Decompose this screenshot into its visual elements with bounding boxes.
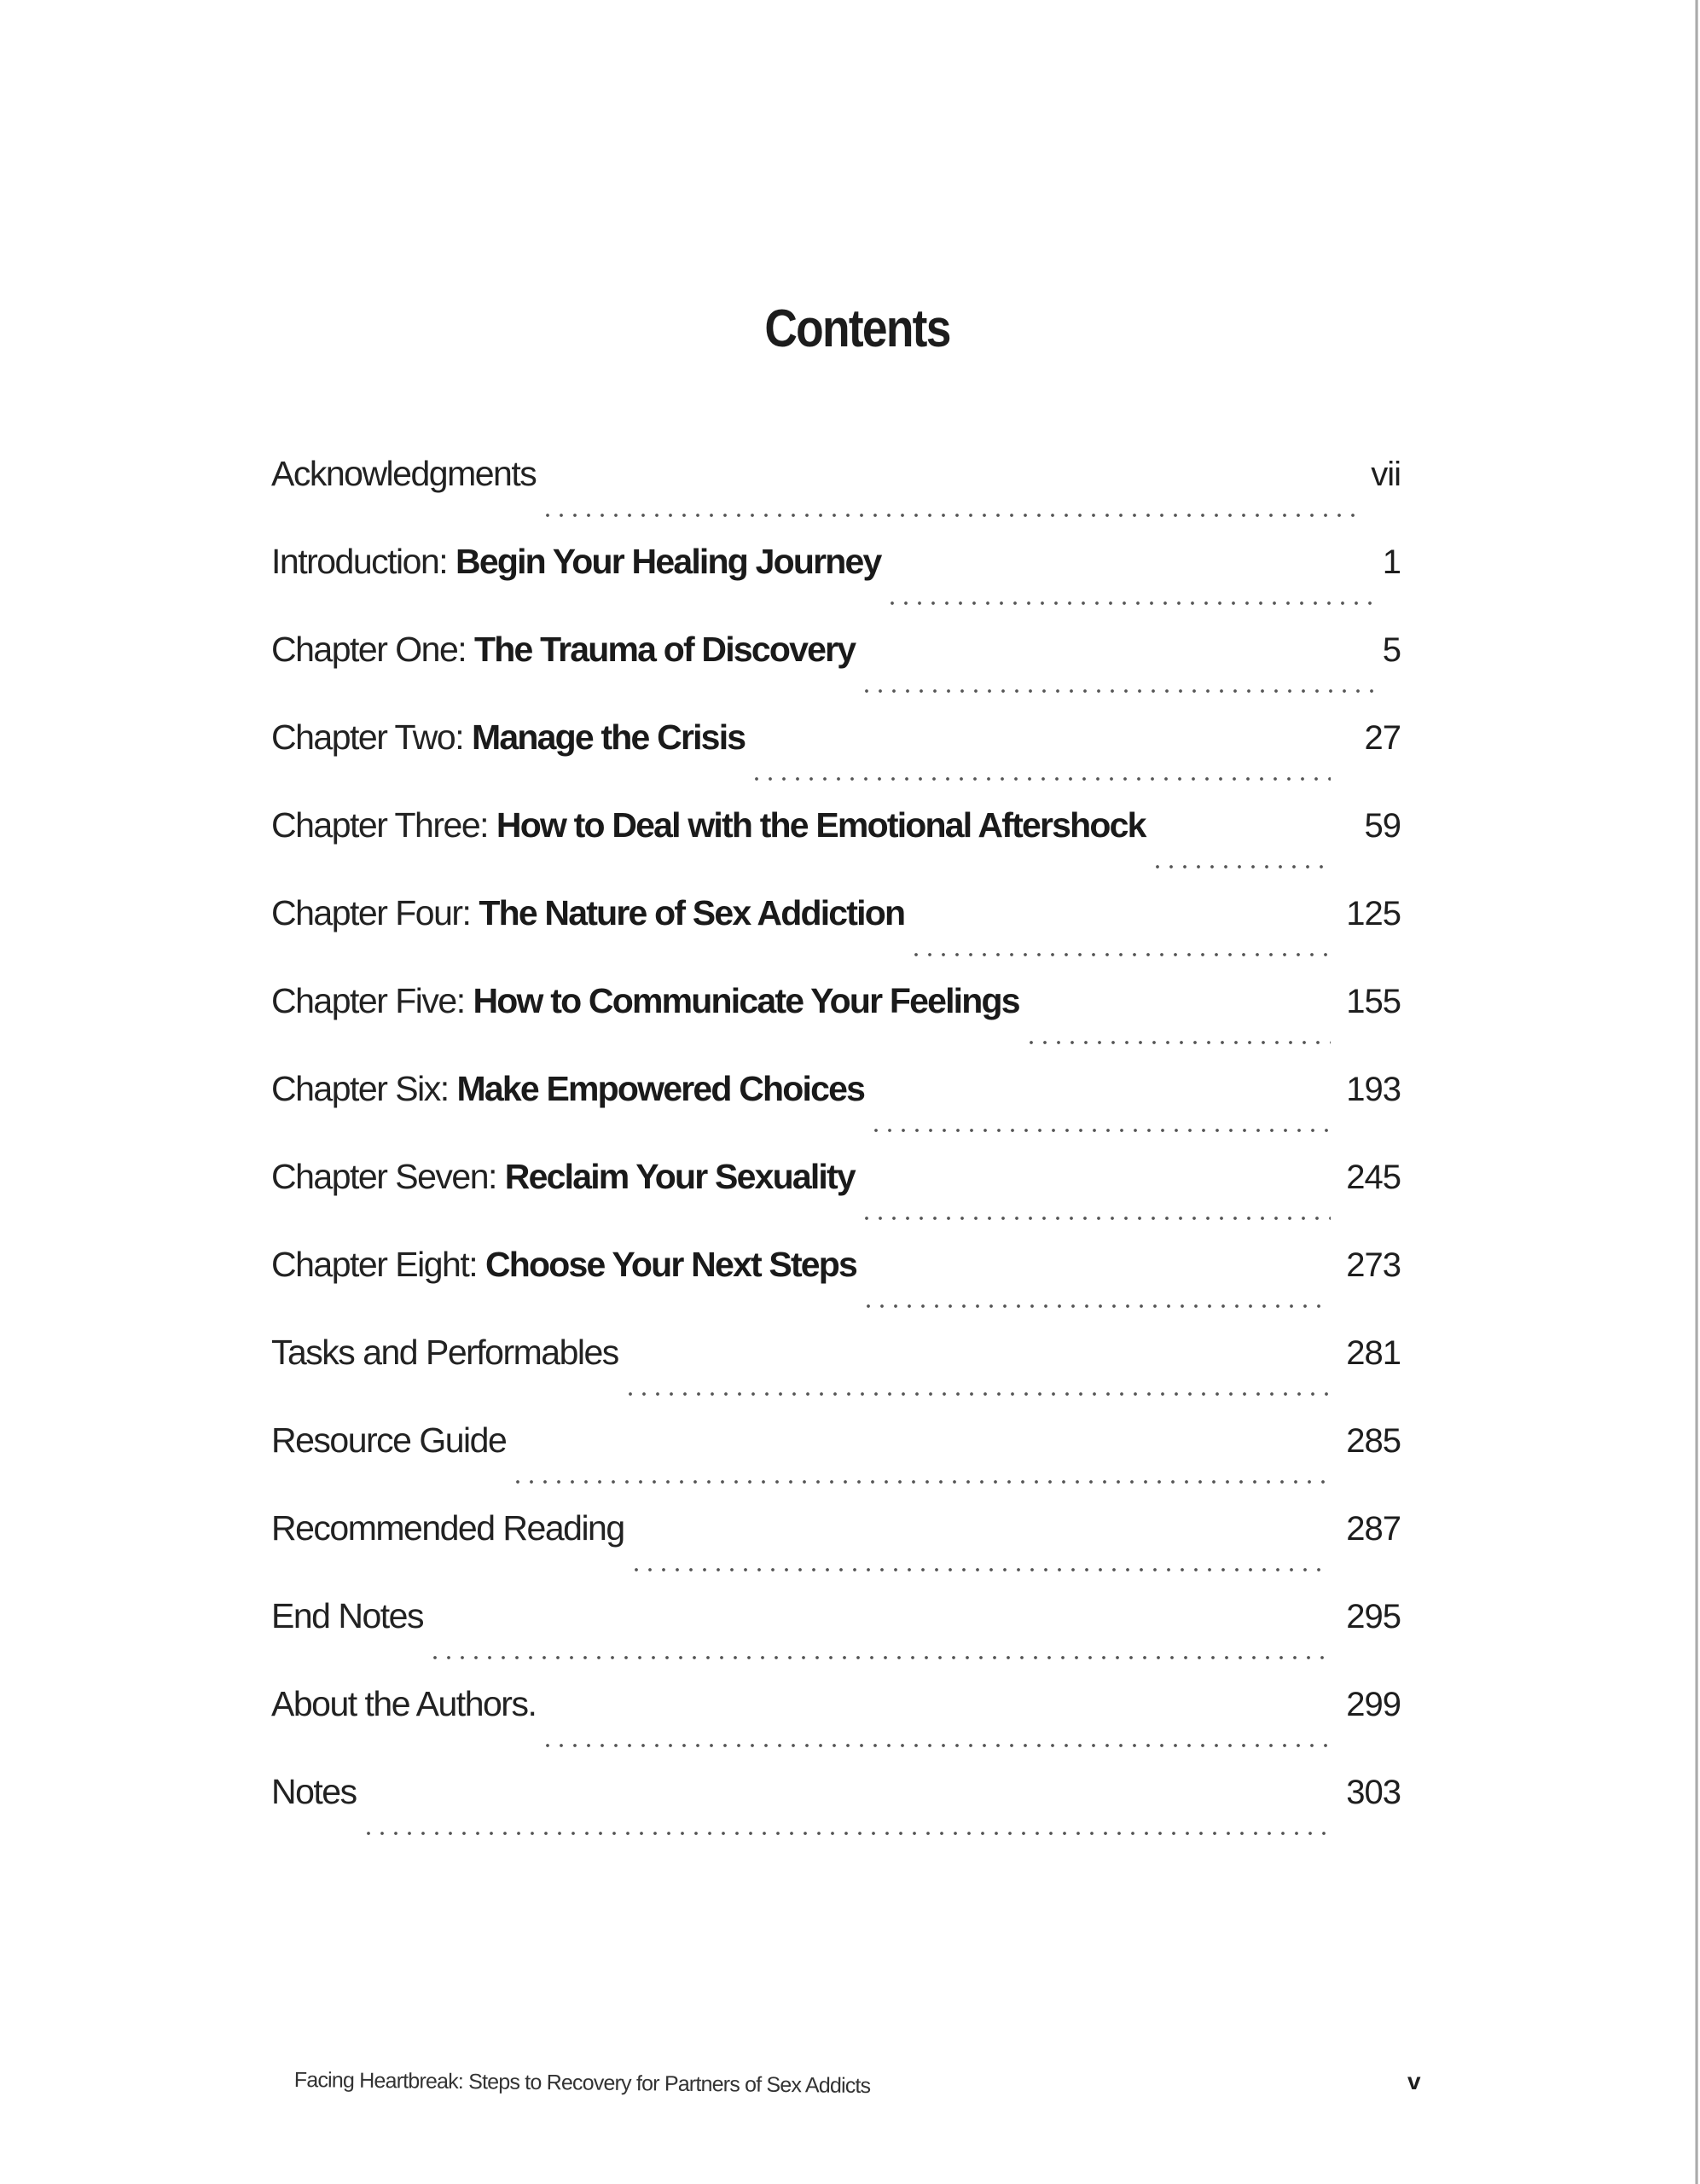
- dot-leader: [909, 950, 1331, 959]
- toc-entry-label: [271, 1508, 624, 1548]
- toc-page-number: 299: [1346, 1686, 1401, 1723]
- toc-entry-chapter-seven[interactable]: [271, 1157, 1401, 1245]
- toc-page-number: 245: [1346, 1159, 1401, 1196]
- toc-entry-prefix: Chapter Two:: [271, 717, 472, 757]
- toc-entry-label: [271, 542, 880, 582]
- toc-entry-chapter-four[interactable]: [271, 893, 1401, 981]
- toc-entry-chapter-five[interactable]: [271, 981, 1401, 1069]
- toc-entry-chapter-eight[interactable]: [271, 1245, 1401, 1333]
- dot-leader: [362, 1829, 1331, 1838]
- dot-leader: [750, 775, 1331, 783]
- dot-leader: [860, 687, 1373, 695]
- dot-leader: [541, 511, 1362, 520]
- toc-entry-title: The Nature of Sex Addiction: [479, 893, 905, 932]
- toc-entry-recommended-reading[interactable]: [271, 1508, 1401, 1596]
- toc-entry-label: [271, 1333, 618, 1373]
- toc-entry-prefix: End Notes: [271, 1596, 423, 1635]
- toc-entry-prefix: Introduction:: [271, 542, 456, 581]
- toc-entry-prefix: Chapter Eight:: [271, 1245, 485, 1284]
- toc-entry-chapter-three[interactable]: [271, 805, 1401, 893]
- toc-entry-label: [271, 1772, 357, 1812]
- dot-leader: [541, 1741, 1331, 1750]
- toc-entry-label: [271, 630, 855, 670]
- dot-leader: [630, 1565, 1331, 1574]
- toc-entry-about-the-authors[interactable]: [271, 1684, 1401, 1772]
- toc-entry-chapter-two[interactable]: [271, 717, 1401, 805]
- toc-entry-title: Choose Your Next Steps: [485, 1245, 857, 1284]
- dot-leader: [428, 1653, 1331, 1662]
- toc-page-number: 27: [1364, 719, 1401, 757]
- toc-entry-prefix: Chapter Seven:: [271, 1157, 505, 1196]
- table-of-contents: [271, 454, 1401, 1860]
- dot-leader: [1151, 863, 1331, 871]
- footer-page-number: v: [1407, 2068, 1421, 2094]
- toc-entry-prefix: Acknowledgments: [271, 454, 537, 493]
- toc-page-number: 273: [1346, 1246, 1401, 1284]
- dot-leader: [1024, 1038, 1331, 1047]
- toc-entry-acknowledgments[interactable]: [271, 454, 1401, 542]
- toc-entry-prefix: Chapter Four:: [271, 893, 479, 932]
- toc-entry-title: The Trauma of Discovery: [474, 630, 856, 669]
- toc-entry-label: [271, 893, 904, 933]
- toc-page-number: 295: [1346, 1598, 1401, 1635]
- toc-entry-title: How to Communicate Your Feelings: [473, 981, 1019, 1020]
- toc-entry-prefix: About the Authors.: [271, 1684, 537, 1723]
- toc-page-number: 1: [1382, 543, 1401, 581]
- toc-entry-label: [271, 717, 745, 758]
- toc-entry-label: [271, 1157, 855, 1197]
- toc-page-number: 59: [1364, 807, 1401, 845]
- toc-page-number: 287: [1346, 1510, 1401, 1548]
- toc-entry-notes[interactable]: [271, 1772, 1401, 1860]
- toc-entry-tasks-and-performables[interactable]: [271, 1333, 1401, 1420]
- toc-entry-title: Begin Your Healing Journey: [455, 542, 881, 581]
- toc-entry-prefix: Chapter Five:: [271, 981, 473, 1020]
- toc-entry-label: [271, 981, 1019, 1021]
- dot-leader: [860, 1214, 1331, 1223]
- toc-page-number: 193: [1346, 1071, 1401, 1108]
- page-edge-shadow: [1695, 0, 1698, 2184]
- toc-page-number: 303: [1346, 1774, 1401, 1811]
- toc-page-number: 281: [1346, 1334, 1401, 1372]
- dot-leader: [511, 1478, 1331, 1486]
- dot-leader: [869, 1126, 1331, 1135]
- toc-page-number: 155: [1346, 983, 1401, 1020]
- toc-page-number: 5: [1382, 631, 1401, 669]
- toc-page-number: vii: [1371, 456, 1401, 493]
- toc-entry-prefix: Chapter Six:: [271, 1069, 457, 1108]
- toc-entry-label: [271, 1245, 856, 1285]
- toc-page-number: 125: [1346, 895, 1401, 932]
- toc-entry-resource-guide[interactable]: [271, 1420, 1401, 1508]
- toc-entry-title: How to Deal with the Emotional Aftershock: [496, 805, 1146, 845]
- dot-leader: [885, 599, 1373, 607]
- toc-entry-label: [271, 1596, 423, 1636]
- toc-entry-end-notes[interactable]: [271, 1596, 1401, 1684]
- footer-book-title: Facing Heartbreak: Steps to Recovery for Partners of Sex Addicts: [293, 2068, 871, 2099]
- toc-entry-prefix: Chapter Three:: [271, 805, 496, 845]
- toc-entry-label: [271, 454, 536, 494]
- toc-entry-prefix: Chapter One:: [271, 630, 475, 669]
- page-title: Contents: [764, 299, 950, 358]
- toc-page-number: 285: [1346, 1422, 1401, 1460]
- toc-entry-label: [271, 1684, 536, 1724]
- dot-leader: [862, 1302, 1331, 1310]
- toc-entry-title: Reclaim Your Sexuality: [504, 1157, 855, 1196]
- toc-entry-title: Manage the Crisis: [472, 717, 746, 757]
- toc-entry-label: [271, 805, 1146, 845]
- toc-entry-prefix: Resource Guide: [271, 1420, 507, 1460]
- toc-entry-chapter-six[interactable]: [271, 1069, 1401, 1157]
- toc-entry-introduction[interactable]: [271, 542, 1401, 630]
- toc-entry-label: [271, 1069, 864, 1109]
- toc-entry-prefix: Tasks and Performables: [271, 1333, 618, 1372]
- toc-entry-prefix: Recommended Reading: [271, 1508, 624, 1548]
- toc-entry-label: [271, 1420, 506, 1461]
- toc-entry-prefix: Notes: [271, 1772, 357, 1811]
- toc-entry-chapter-one[interactable]: [271, 630, 1401, 717]
- dot-leader: [624, 1390, 1331, 1398]
- toc-entry-title: Make Empowered Choices: [456, 1069, 865, 1108]
